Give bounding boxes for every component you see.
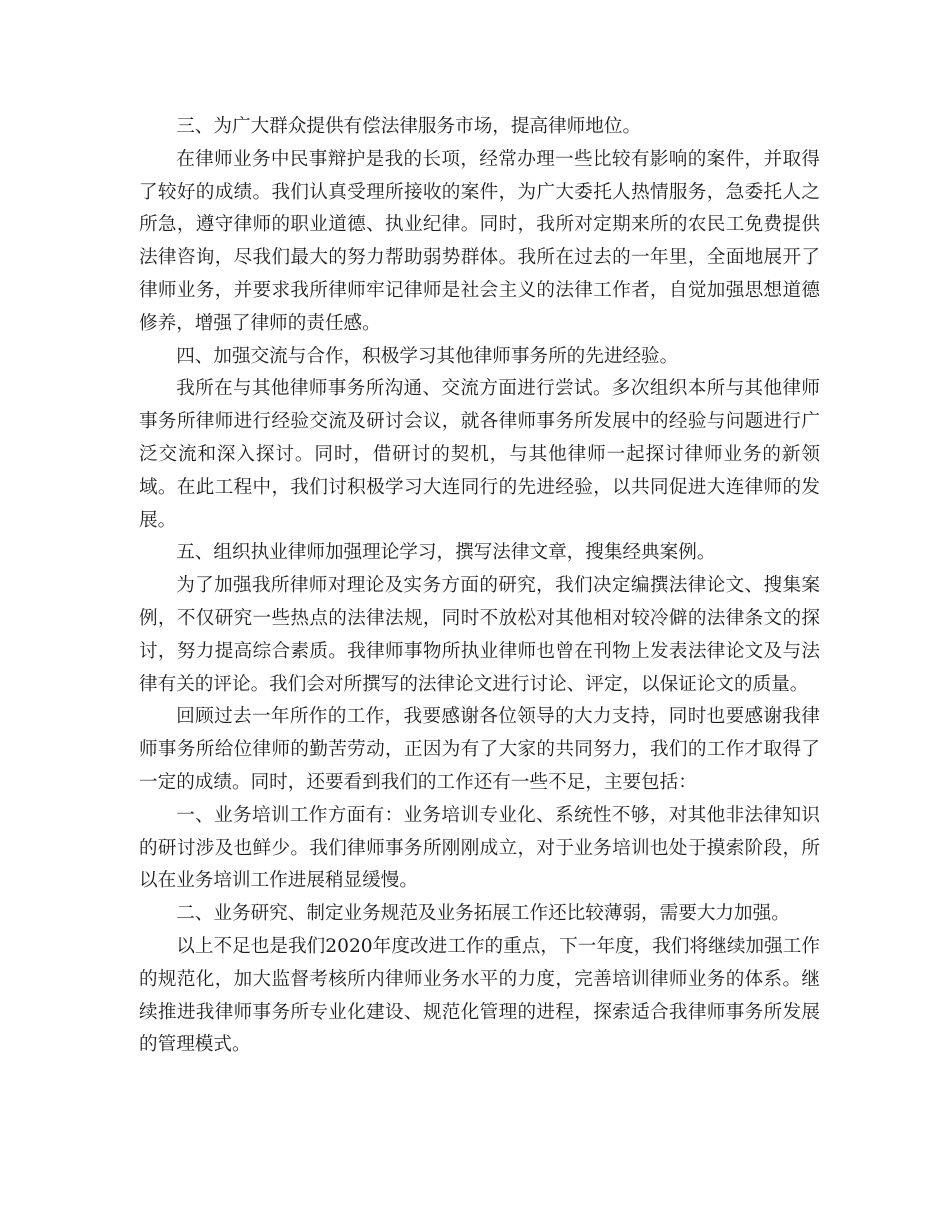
paragraph-conclusion: 以上不足也是我们2020年度改进工作的重点，下一年度，我们将继续加强工作的规范化，加大监督考核所内律师业务水平的力度，完善培训律师业务的体系。继续推进我律师事务所专业化建设、规范化管理的进程，探索适合我律师事务所发展的管理模式。: [139, 935, 820, 1056]
paragraph-research: 为了加强我所律师对理论及实务方面的研究，我们决定编撰法律论文、搜集案例，不仅研究一些热点的法律法规，同时不放松对其他相对较冷僻的法律条文的探讨，努力提高综合素质。我律师事物所执业律师也曾在刊物上发表法律论文及与法律有关的评论。我们会对所撰写的法律论文进行讨论、评定，以保证论文的质量。: [139, 575, 820, 695]
paragraph-heading-3: 三、为广大群众提供有偿法律服务市场，提高律师地位。: [176, 116, 642, 137]
paragraph-heading-5: 五、组织执业律师加强理论学习，撰写法律文章，搜集经典案例。: [176, 542, 716, 564]
paragraph-exchange: 我所在与其他律师事务所沟通、交流方面进行尝试。多次组织本所与其他律师事务所律师进行经验交流及研讨会议，就各律师事务所发展中的经验与问题进行广泛交流和深入探讨。同时，借研讨的契机，与其他律师一起探讨律师业务的新领域。在此工程中，我们讨积极学习大连同行的先进经验，以共同促进大连律师的发展。: [139, 378, 820, 531]
paragraph-review: 回顾过去一年所作的工作，我要感谢各位领导的大力支持，同时也要感谢我律师事务所给位律师的勤苦劳动，正因为有了大家的共同努力，我们的工作才取得了一定的成绩。同时，还要看到我们的工作还有一些不足，主要包括：: [139, 706, 820, 793]
paragraph-shortcoming-2: 二、业务研究、制定业务规范及业务拓展工作还比较薄弱，需要大力加强。: [176, 903, 790, 925]
paragraph-shortcoming-1: 一、业务培训工作方面有：业务培训专业化、系统性不够，对其他非法律知识的研讨涉及也鲜少。我们律师事务所刚刚成立，对于业务培训也处于摸索阶段，所以在业务培训工作进展稍显缓慢。: [139, 804, 820, 892]
paragraph-civil-defense: 在律师业务中民事辩护是我的长项，经常办理一些比较有影响的案件，并取得了较好的成绩。我们认真受理所接收的案件，为广大委托人热情服务，急委托人之所急，遵守律师的职业道德、执业纪律。同时，我所对定期来所的农民工免费提供法律咨询，尽我们最大的努力帮助弱势群体。我所在过去的一年里，全面地展开了律师业务，并要求我所律师牢记律师是社会主义的法律工作者，自觉加强思想道德修养，增强了律师的责任感。: [139, 148, 820, 334]
paragraph-heading-4: 四、加强交流与合作，积极学习其他律师事务所的先进经验。: [176, 345, 679, 367]
